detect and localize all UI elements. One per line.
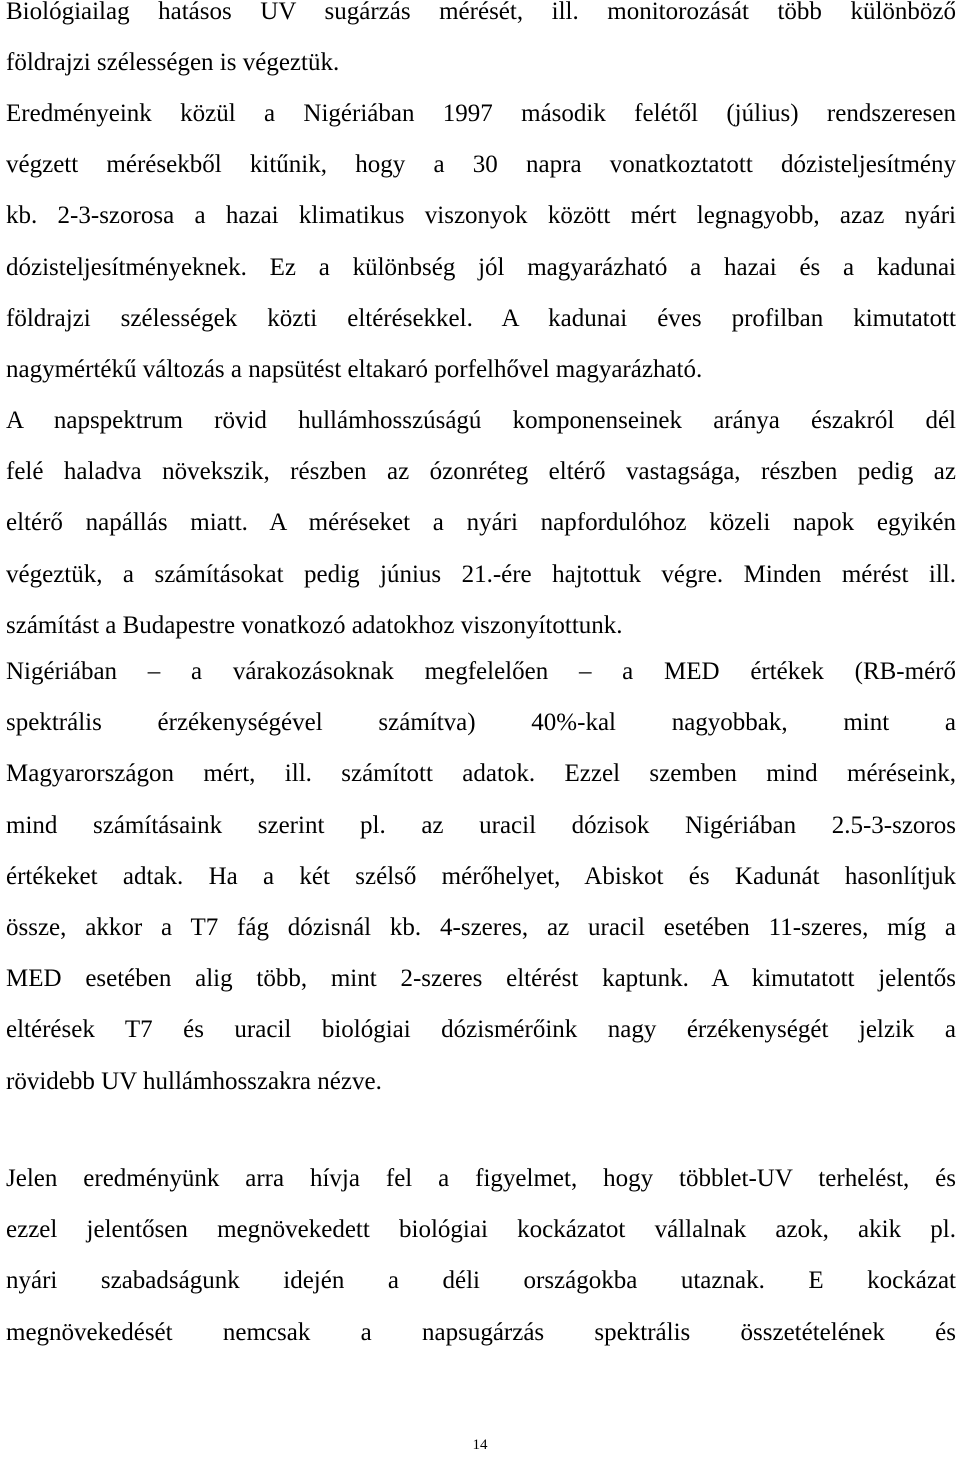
text-line: számítást a Budapestre vonatkozó adatokhoz viszonyítottunk. [6, 611, 623, 639]
text-line: Nigériában – a várakozásoknak megfelelően – a MED értékek (RB-mérő [6, 658, 956, 685]
text-line: spektrális érzékenységével számítva) 40%-kal nagyobbak, mint a [6, 709, 956, 737]
text-line: nyári szabadságunk idején a déli országokba utaznak. E kockázat [6, 1267, 956, 1295]
text-line: megnövekedését nemcsak a napsugárzás spektrális összetételének és [6, 1318, 956, 1346]
text-line: földrajzi szélességek közti eltérésekkel. A kadunai éves profilban kimutatott [6, 304, 956, 332]
paragraph-1 [6, 0, 956, 88]
paragraph-5 [6, 1153, 956, 1358]
text-line: mind számításaink szerint pl. az uracil dózisok Nigériában 2.5-3-szoros [6, 811, 956, 839]
text-line: értékeket adtak. Ha a két szélső mérőhelyet, Abiskot és Kadunát hasonlítjuk [6, 862, 956, 890]
text-line: Biológiailag hatásos UV sugárzás mérését, ill. monitorozását több különböző [6, 0, 956, 25]
text-line: rövidebb UV hullámhosszakra nézve. [6, 1067, 382, 1095]
text-line: eltérések T7 és uracil biológiai dózismérőink nagy érzékenységét jelzik a [6, 1016, 956, 1044]
text-line: felé haladva növekszik, részben az ózonréteg eltérő vastagsága, részben pedig az [6, 458, 956, 486]
text-line: végeztük, a számításokat pedig június 21.-ére hajtottuk végre. Minden mérést ill. [6, 560, 956, 588]
text-line: kb. 2-3-szorosa a hazai klimatikus viszonyok között mért legnagyobb, azaz nyári [6, 202, 956, 230]
text-line: végzett mérésekből kitűnik, hogy a 30 napra vonatkoztatott dózisteljesítmény [6, 151, 956, 179]
page-number: 14 [472, 1437, 488, 1453]
text-line: Jelen eredményünk arra hívja fel a figyelmet, hogy többlet-UV terhelést, és [6, 1165, 956, 1192]
text-line: eltérő napállás miatt. A méréseket a nyári napfordulóhoz közeli napok egyikén [6, 509, 956, 537]
text-line: Eredményeink közül a Nigériában 1997 második felétől (július) rendszeresen [6, 100, 956, 127]
text-line: nagymértékű változás a napsütést eltakaró porfelhővel magyarázható. [6, 355, 703, 383]
text-line: dózisteljesítményeknek. Ez a különbség jól magyarázható a hazai és a kadunai [6, 253, 956, 281]
text-line: A napspektrum rövid hullámhosszúságú komponenseinek aránya északról dél [6, 407, 956, 434]
text-line: földrajzi szélességen is végeztük. [6, 49, 340, 77]
text-line: ezzel jelentősen megnövekedett biológiai kockázatot vállalnak azok, akik pl. [6, 1216, 956, 1244]
paragraph-2 [6, 88, 956, 395]
paragraph-4 [6, 646, 956, 1107]
text-line: Magyarországon mért, ill. számított adatok. Ezzel szemben mind méréseink, [6, 760, 956, 788]
text-line: össze, akkor a T7 fág dózisnál kb. 4-szeres, az uracil esetében 11-szeres, míg a [6, 913, 956, 941]
text-line: MED esetében alig több, mint 2-szeres eltérést kaptunk. A kimutatott jelentős [6, 965, 956, 993]
paragraph-3 [6, 395, 956, 651]
